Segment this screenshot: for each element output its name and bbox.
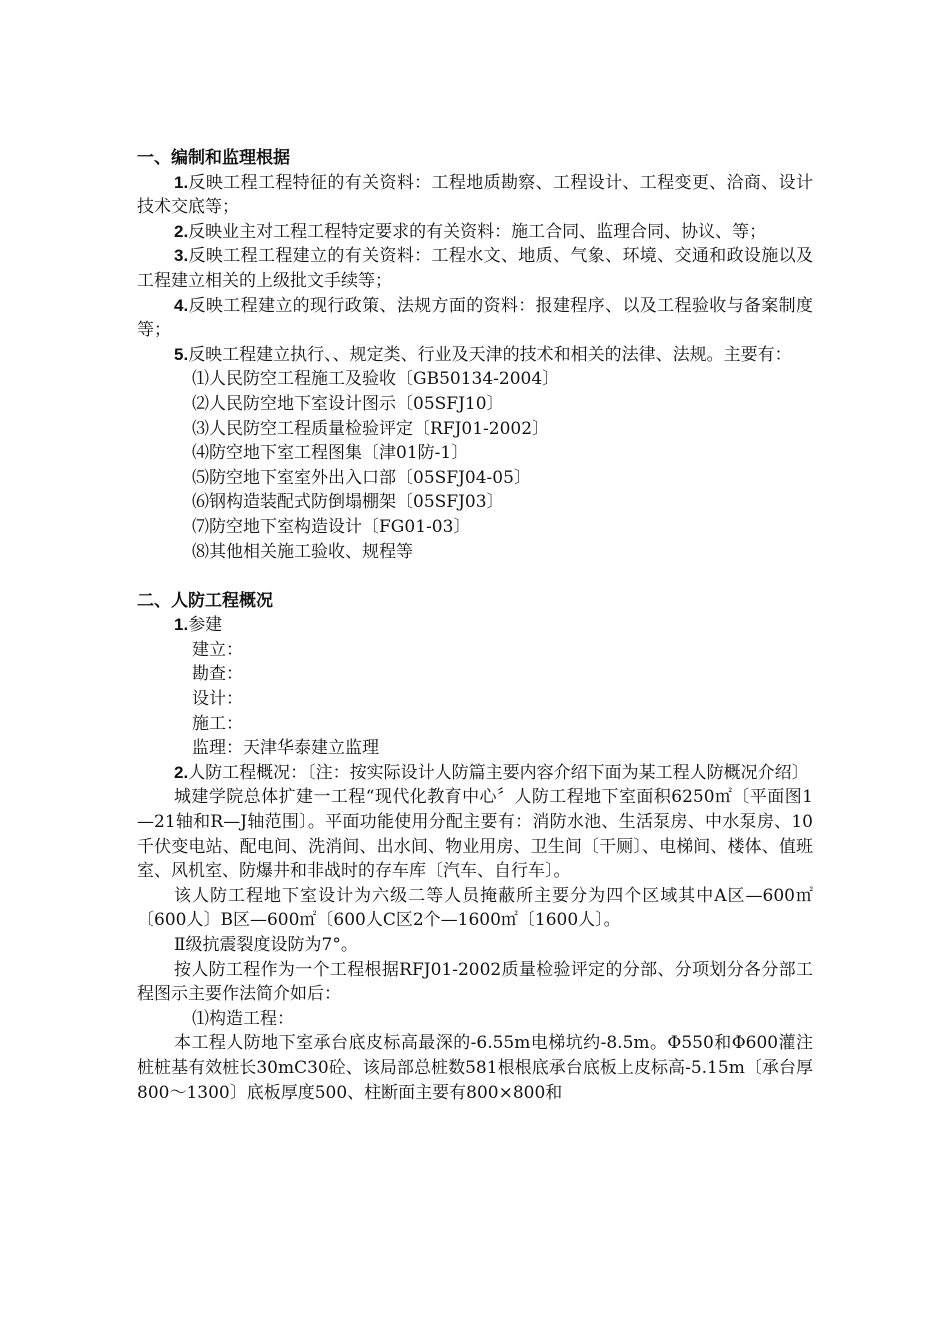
body-paragraph: Ⅱ级抗震裂度设防为7°。 xyxy=(174,935,358,955)
section1-item-3 xyxy=(137,244,813,293)
standard-item: ⑹钢构造装配式防倒塌棚架〔05SFJ03〕 xyxy=(192,492,504,513)
item-number: 1. xyxy=(174,172,189,192)
standard-item: ⑺防空地下室构造设计〔FG01-03〕 xyxy=(192,516,471,537)
item-number: 1. xyxy=(174,615,189,635)
document-page xyxy=(137,146,813,1105)
section2-item-1 xyxy=(137,613,813,638)
item-text: 反映工程建立的现行政策、法规方面的资料：报建程序、以及工程验收与备案制度等； xyxy=(137,295,813,341)
section2-item-2 xyxy=(137,761,813,786)
item-text: 反映工程工程建立的有关资料：工程水文、地质、气象、环境、交通和政设施以及工程建立相关的上级批文手续等； xyxy=(137,246,813,291)
standard-item: ⑴人民防空工程施工及验收〔GB50134-2004〕 xyxy=(192,369,560,390)
section1-item-4 xyxy=(137,294,813,343)
body-paragraph: 按人防工程作为一个工程根据RFJ01-2002质量检验评定的分部、分项划分各分部工程图示主要作法简介如后： xyxy=(137,959,813,1005)
section1-item-1 xyxy=(137,171,813,220)
party-line: 建立： xyxy=(192,639,243,660)
item-text: 人防工程概况：〔注：按实际设计人防篇主要内容介绍下面为某工程人防概况介绍〕 xyxy=(188,762,809,783)
party-line: 监理：天津华泰建立监理 xyxy=(192,738,379,759)
section1-item-5 xyxy=(137,343,813,368)
item-text: 反映工程建立执行、、规定类、行业及天津的技术和相关的法律、法规。主要有： xyxy=(188,344,792,365)
party-line: 勘查： xyxy=(192,664,243,685)
standard-item: ⑻其他相关施工验收、规程等 xyxy=(192,541,413,562)
item-text: 参建 xyxy=(188,615,223,636)
party-line: 施工： xyxy=(192,713,243,734)
standard-item: ⑷防空地下室工程图集〔津01防-1〕 xyxy=(192,443,469,464)
item-number: 3. xyxy=(174,246,189,266)
party-line: 设计： xyxy=(192,689,243,710)
section2-heading: 二、人防工程概况 xyxy=(137,590,273,610)
section1-item-2 xyxy=(137,220,813,245)
item-text: 反映工程工程特征的有关资料：工程地质勘察、工程设计、工程变更、洽商、设计技术交底等； xyxy=(137,172,813,218)
item-number: 4. xyxy=(174,295,189,315)
section-spacer xyxy=(137,564,813,589)
body-paragraph: 该人防工程地下室设计为六级二等人员掩蔽所主要分为四个区域其中A区—600㎡〔600人〕B区—600㎡〔600人C区2个—1600㎡〔1600人〕。 xyxy=(137,885,813,931)
sub-heading: ⑴构造工程： xyxy=(192,1008,294,1029)
item-number: 2. xyxy=(174,221,189,241)
body-paragraph: 城建学院总体扩建一工程“现代化教育中心〞人防工程地下室面积6250㎡〔平面图1—21轴和R—J轴范围〕。平面功能使用分配主要有：消防水池、生活泵房、中水泵房、10千伏变电站、配电间、洗消间、出水间、物业用房、卫生间〔干厕〕、电梯间、楼体、值班室、风机室、防爆井和非战时的存车库〔汽车、自行车〕。 xyxy=(137,787,813,882)
item-number: 5. xyxy=(174,344,189,364)
section1-heading: 一、编制和监理根据 xyxy=(137,148,290,167)
item-number: 2. xyxy=(174,762,189,782)
standard-item: ⑸防空地下室室外出入口部〔05SFJ04-05〕 xyxy=(192,467,531,488)
body-paragraph: 本工程人防地下室承台底皮标高最深的-6.55m电梯坑约-8.5m。Φ550和Φ600灌注桩桩基有效桩长30mC30砼、该局部总桩数581根根底承台底板上皮标高-5.15m〔承台厚800～1300〕底板厚度500、柱断面主要有800×800和 xyxy=(137,1033,813,1103)
standard-item: ⑵人民防空地下室设计图示〔05SFJ10〕 xyxy=(192,393,504,414)
item-text: 反映业主对工程工程特定要求的有关资料：施工合同、监理合同、协议、等； xyxy=(188,221,767,242)
standard-item: ⑶人民防空工程质量检验评定〔RFJ01-2002〕 xyxy=(192,418,550,439)
